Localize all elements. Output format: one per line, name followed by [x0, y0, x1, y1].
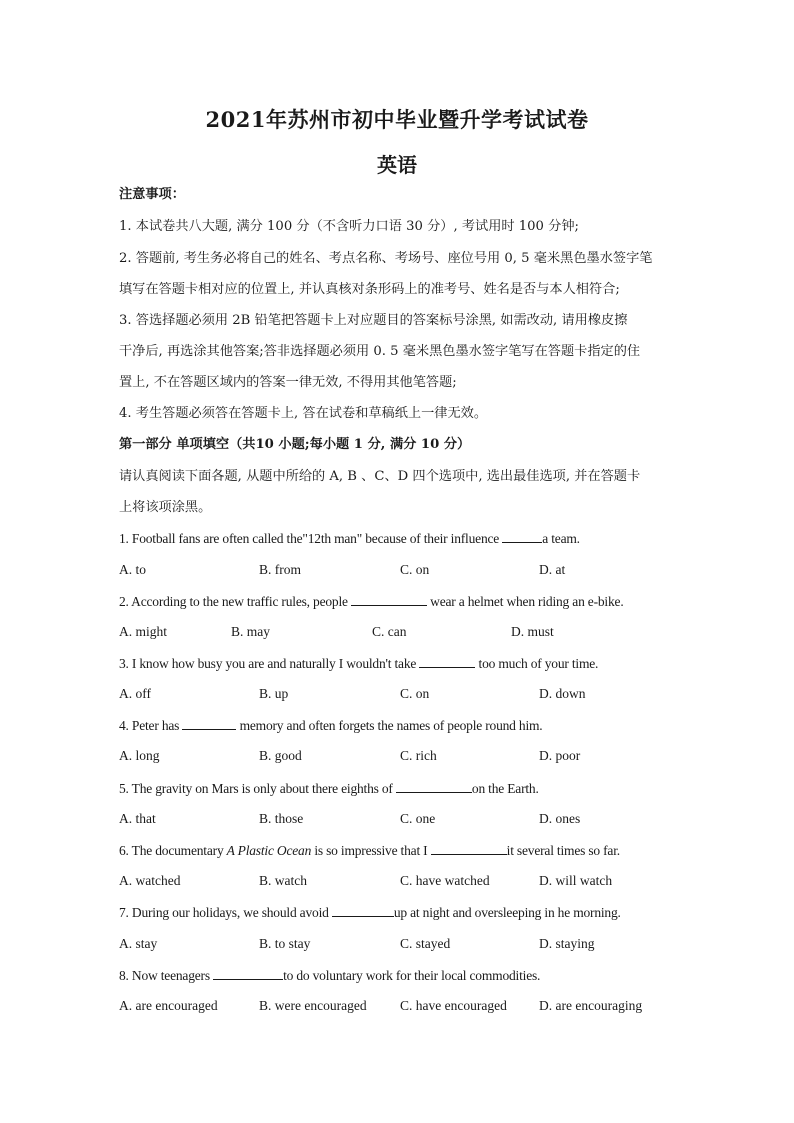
option-a: A. watched — [119, 873, 181, 888]
question-text: is so impressive that I — [311, 843, 431, 858]
option-b: B. up — [259, 686, 289, 701]
option-b: B. watch — [259, 873, 307, 888]
option-a: A. off — [119, 686, 151, 701]
part1-instruction-line-1: 请认真阅读下面各题, 从题中所给的 A, B 、C、D 四个选项中, 选出最佳选项, 并在答题卡 — [119, 469, 641, 484]
option-b: B. from — [259, 562, 301, 577]
option-d: D. ones — [539, 811, 581, 826]
answer-blank — [332, 904, 394, 917]
option-b: B. good — [259, 748, 302, 763]
option-a: A. to — [119, 562, 146, 577]
note-4: 4. 考生答题必须答在答题卡上, 答在试卷和草稿纸上一律无效。 — [119, 406, 488, 421]
option-d: D. at — [539, 562, 566, 577]
question-8 — [119, 967, 679, 985]
question-2 — [119, 593, 679, 611]
question-text: 4. Peter has — [119, 718, 183, 733]
note-3-line-3: 置上, 不在答题区域内的答案一律无效, 不得用其他笔答题; — [119, 375, 457, 390]
answer-blank — [396, 780, 472, 793]
option-c: C. have watched — [400, 873, 490, 888]
part1-heading: 第一部分 单项填空（共10 小题;每小题 1 分, 满分 10 分） — [119, 437, 471, 452]
option-a: A. might — [119, 624, 168, 639]
subject-title: 英语 — [377, 153, 417, 177]
option-d: D. must — [511, 624, 554, 639]
option-a: A. stay — [119, 936, 158, 951]
option-c: C. can — [372, 624, 407, 639]
note-1: 1. 本试卷共八大题, 满分 100 分（不含听力口语 30 分）, 考试用时 100 分钟; — [119, 219, 579, 234]
question-text: a team. — [542, 531, 580, 546]
exam-title: 2021年苏州市初中毕业暨升学考试试卷 — [205, 107, 589, 132]
question-5 — [119, 780, 679, 798]
question-text: to do voluntary work for their local commodities. — [283, 968, 541, 983]
note-2-line-2: 填写在答题卡相对应的位置上, 并认真核对条形码上的准考号、姓名是否与本人相符合; — [119, 282, 620, 297]
question-7 — [119, 904, 679, 922]
option-b: B. were encouraged — [259, 998, 367, 1013]
answer-blank — [419, 655, 475, 668]
question-4 — [119, 717, 679, 735]
option-b: B. may — [231, 624, 270, 639]
option-d: D. down — [539, 686, 586, 701]
option-c: C. on — [400, 686, 430, 701]
answer-blank — [213, 967, 283, 980]
question-3 — [119, 655, 679, 673]
option-a: A. that — [119, 811, 156, 826]
part1-instruction-line-2: 上将该项涂黑。 — [119, 500, 212, 515]
answer-blank — [502, 530, 542, 543]
note-3-line-2: 干净后, 再选涂其他答案;答非选择题必须用 0. 5 毫米黑色墨水签字笔写在答题卡指定的住 — [119, 344, 641, 359]
option-c: C. have encouraged — [400, 998, 507, 1013]
question-text: on the Earth. — [471, 781, 539, 796]
answer-blank — [351, 593, 427, 606]
note-2-line-1: 2. 答题前, 考生务必将自己的姓名、考点名称、考场号、座位号用 0, 5 毫米黑色墨水签字笔 — [119, 251, 653, 266]
question-text: too much of your time. — [475, 656, 599, 671]
option-c: C. one — [400, 811, 436, 826]
option-b: B. those — [259, 811, 304, 826]
answer-blank — [182, 717, 236, 730]
question-text: it several times so far. — [506, 843, 620, 858]
option-a: A. are encouraged — [119, 998, 218, 1013]
option-d: D. will watch — [539, 873, 613, 888]
question-text: 2. According to the new traffic rules, people — [119, 594, 351, 609]
documentary-title: A Plastic Ocean — [226, 843, 312, 858]
question-text: 8. Now teenagers — [119, 968, 214, 983]
question-text: 7. During our holidays, we should avoid — [119, 905, 332, 920]
question-6 — [119, 842, 679, 860]
answer-blank — [431, 842, 507, 855]
question-text: 6. The documentary — [119, 843, 227, 858]
note-3-line-1: 3. 答选择题必须用 2B 铅笔把答题卡上对应题目的答案标号涂黑, 如需改动, 请用橡皮擦 — [119, 313, 628, 328]
question-text: 3. I know how busy you are and naturally I wouldn't take — [119, 656, 420, 671]
option-b: B. to stay — [259, 936, 311, 951]
option-a: A. long — [119, 748, 160, 763]
notes-heading: 注意事项： — [119, 187, 185, 202]
option-c: C. on — [400, 562, 430, 577]
question-text: memory and often forgets the names of people round him. — [236, 718, 543, 733]
option-d: D. staying — [539, 936, 595, 951]
question-text: up at night and oversleeping in he morning. — [393, 905, 621, 920]
question-text: 5. The gravity on Mars is only about there eighths of — [119, 781, 396, 796]
question-text: wear a helmet when riding an e-bike. — [426, 594, 624, 609]
question-text: 1. Football fans are often called the"12th man" because of their influence — [119, 531, 503, 546]
option-d: D. are encouraging — [539, 998, 643, 1013]
option-c: C. stayed — [400, 936, 451, 951]
question-1 — [119, 530, 679, 548]
option-c: C. rich — [400, 748, 437, 763]
option-d: D. poor — [539, 748, 581, 763]
